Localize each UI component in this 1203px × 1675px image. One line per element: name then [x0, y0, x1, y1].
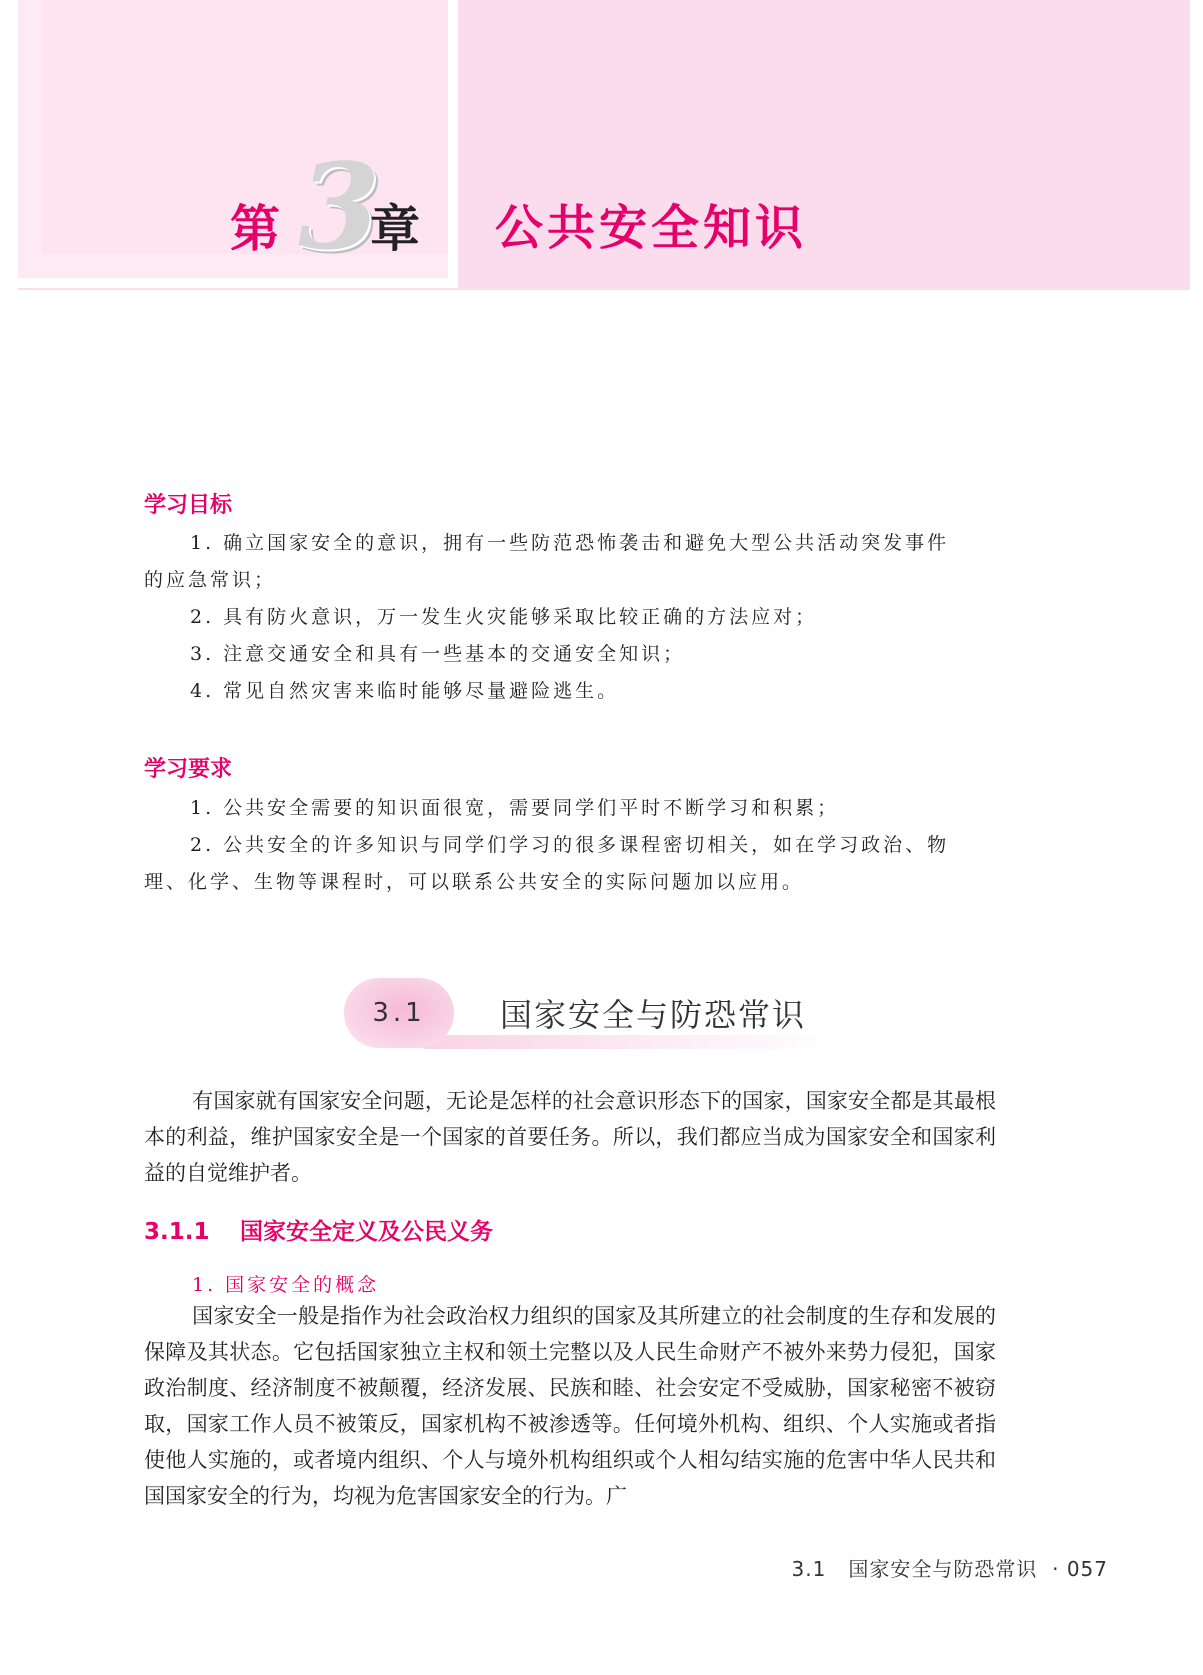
section-title: 国家安全与防恐常识	[500, 996, 807, 1034]
chapter-suffix: 章	[370, 200, 420, 258]
objective-item: 3. 注意交通安全和具有一些基本的交通安全知识；	[190, 643, 686, 665]
page-footer	[792, 1553, 1109, 1582]
chapter-title: 公共安全知识	[495, 200, 808, 256]
objective-item: 2. 具有防火意识，万一发生火灾能够采取比较正确的方法应对；	[190, 606, 818, 628]
chapter-number: 3	[298, 137, 381, 276]
section-number: 3.1	[372, 998, 426, 1028]
body-paragraph: 国家安全一般是指作为社会政治权力组织的国家及其所建立的社会制度的生存和发展的保障及其状态。它包括国家独立主权和领土完整以及人民生命财产不被外来势力侵犯，国家政治制度、经济制度不被颠覆，经济发展、民族和睦、社会安定不受威胁，国家秘密不被窃取，国家工作人员不被策反，国家机构不被渗透等。任何境外机构、组织、个人实施或者指使他人实施的，或者境内组织、个人与境外机构组织或个人相勾结实施的危害中华人民共和国国家安全的行为，均视为危害国家安全的行为。广	[144, 1304, 996, 1508]
objective-item: 1. 确立国家安全的意识，拥有一些防范恐怖袭击和避免大型公共活动突发事件	[190, 532, 950, 554]
footer-title: 国家安全与防恐常识	[848, 1557, 1038, 1581]
objectives-heading: 学习目标	[144, 493, 233, 518]
footer-section: 3.1	[791, 1557, 827, 1581]
objective-item: 4. 常见自然灾害来临时能够尽量避险逃生。	[190, 680, 620, 702]
point-heading: 1. 国家安全的概念	[192, 1274, 380, 1296]
objective-item: 的应急常识；	[144, 569, 277, 591]
subsection-title: 国家安全定义及公民义务	[240, 1219, 493, 1245]
requirement-item: 1. 公共安全需要的知识面很宽，需要同学们平时不断学习和积累；	[190, 797, 840, 819]
page-number: · 057	[1052, 1557, 1108, 1581]
subsection-number: 3.1.1	[144, 1219, 210, 1245]
requirement-item: 理、化学、生物等课程时，可以联系公共安全的实际问题加以应用。	[144, 871, 805, 893]
requirement-item: 2. 公共安全的许多知识与同学们学习的很多课程密切相关，如在学习政治、物	[190, 834, 950, 856]
subsection-heading	[144, 1213, 493, 1246]
chapter-prefix: 第	[230, 200, 280, 258]
section-underline	[420, 1035, 840, 1049]
intro-paragraph: 有国家就有国家安全问题，无论是怎样的社会意识形态下的国家，国家安全都是其最根本的利益，维护国家安全是一个国家的首要任务。所以，我们都应当成为国家安全和国家利益的自觉维护者。	[144, 1089, 996, 1185]
section-badge	[344, 978, 454, 1048]
requirements-heading: 学习要求	[144, 757, 233, 782]
